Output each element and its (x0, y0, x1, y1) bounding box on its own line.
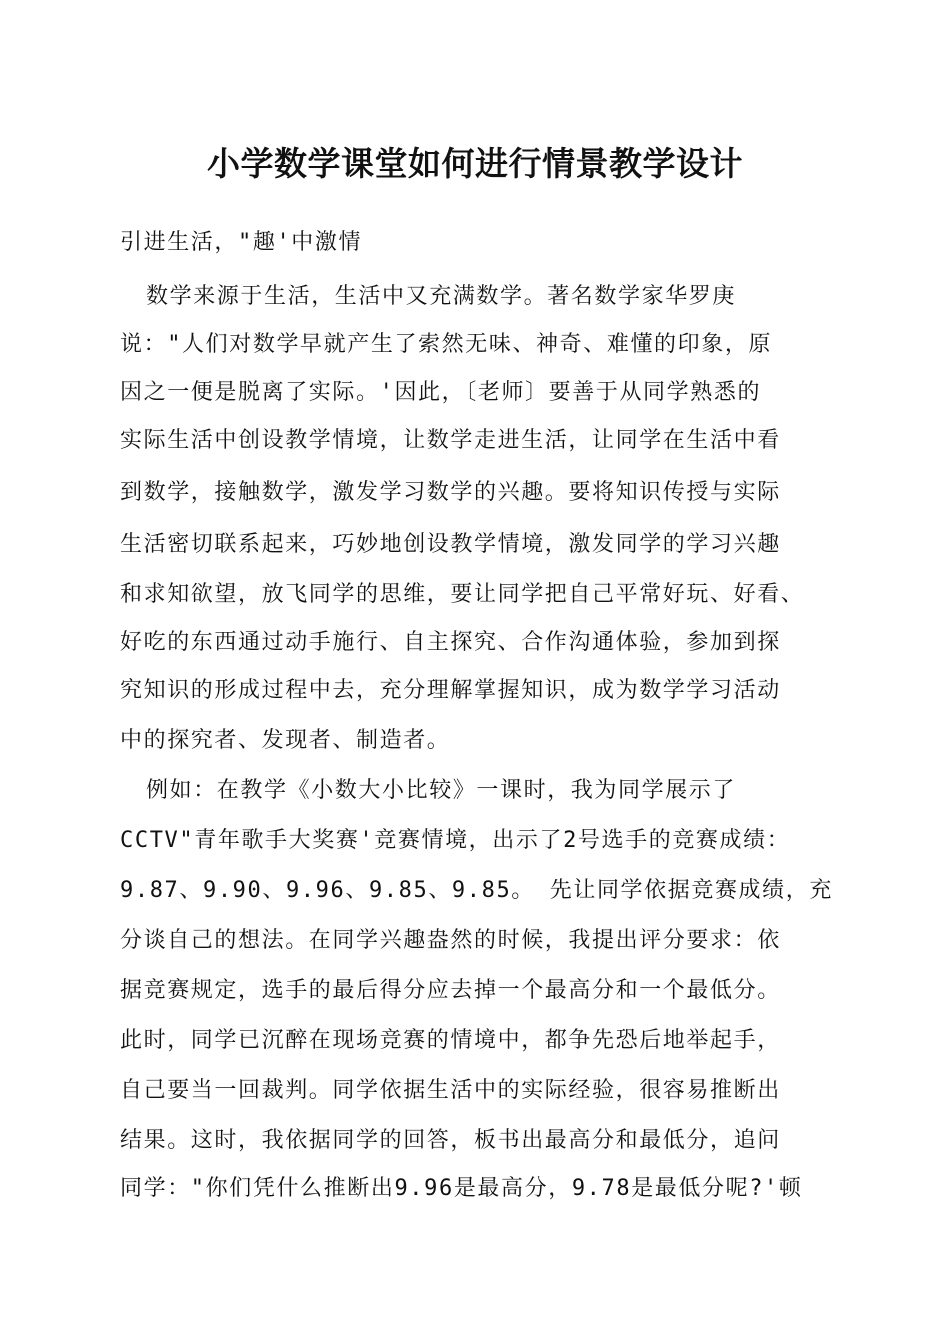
paragraph-line: 此时，同学已沉醉在现场竞赛的情境中，都争先恐后地举起手， (120, 1028, 781, 1053)
paragraph-line: 说："人们对数学早就产生了索然无味、神奇、难懂的印象，原 (120, 332, 773, 357)
document-title: 小学数学课堂如何进行情景教学设计 (207, 144, 743, 183)
paragraph-line: 数学来源于生活，生活中又充满数学。著名数学家华罗庚 (146, 284, 737, 309)
section-heading: 引进生活，"趣'中激情 (120, 230, 363, 255)
paragraph-line: 例如：在教学《小数大小比较》一课时，我为同学展示了 (146, 778, 737, 803)
paragraph-line: CCTV"青年歌手大奖赛'竞赛情境，出示了2号选手的竞赛成绩： (120, 828, 791, 853)
paragraph-line: 好吃的东西通过动手施行、自主探究、合作沟通体验，参加到探 (120, 630, 781, 655)
paragraph-line: 因之一便是脱离了实际。'因此，〔老师〕要善于从同学熟悉的 (120, 380, 762, 405)
paragraph-line: 据竞赛规定，选手的最后得分应去掉一个最高分和一个最低分。 (120, 978, 781, 1003)
paragraph-line: 分谈自己的想法。在同学兴趣盎然的时候，我提出评分要求：依 (120, 928, 781, 953)
paragraph-line: 究知识的形成过程中去，充分理解掌握知识，成为数学学习活动 (120, 678, 781, 703)
paragraph-line: 自己要当一回裁判。同学依据生活中的实际经验，很容易推断出 (120, 1078, 781, 1103)
paragraph-line: 实际生活中创设教学情境，让数学走进生活，让同学在生活中看 (120, 428, 781, 453)
paragraph-line: 和求知欲望，放飞同学的思维，要让同学把自己平常好玩、好看、 (120, 582, 805, 607)
paragraph-line: 9.87、9.90、9.96、9.85、9.85。 先让同学依据竞赛成绩，充 (120, 878, 833, 903)
paragraph-line: 中的探究者、发现者、制造者。 (120, 728, 451, 753)
paragraph-line: 同学："你们凭什么推断出9.96是最高分，9.78是最低分呢?'顿 (120, 1176, 803, 1201)
paragraph-line: 生活密切联系起来，巧妙地创设教学情境，激发同学的学习兴趣 (120, 532, 781, 557)
paragraph-line: 结果。这时，我依据同学的回答，板书出最高分和最低分，追问 (120, 1128, 781, 1153)
paragraph-line: 到数学，接触数学，激发学习数学的兴趣。要将知识传授与实际 (120, 480, 781, 505)
